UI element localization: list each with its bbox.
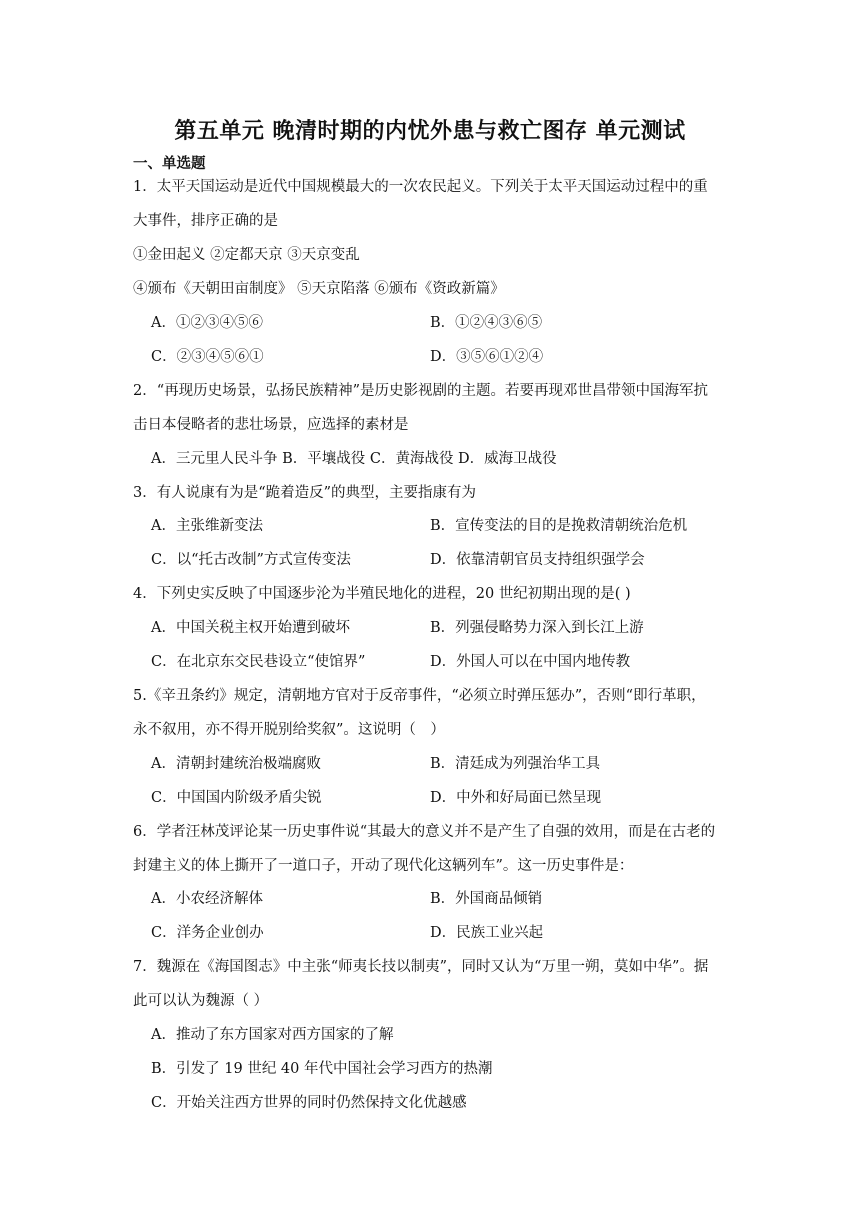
- q7-option-b: B．引发了 19 世纪 40 年代中国社会学习西方的热潮: [151, 1061, 493, 1077]
- q7-stem-line-2: 此可以认为魏源（ ）: [133, 993, 269, 1009]
- q1-option-b: B．①②④③⑥⑤: [430, 315, 543, 331]
- q5-stem-line-2: 永不叙用，亦不得开脱别给奖叙”。这说明（ ）: [133, 722, 445, 738]
- q2-options: A．三元里人民斗争 B．平壤战役 C．黄海战役 D．威海卫战役: [151, 451, 557, 467]
- q6-option-b: B．外国商品倾销: [430, 891, 543, 907]
- q3-option-c: C．以“托古改制”方式宣传变法: [151, 552, 351, 568]
- q3-option-d: D．依靠清朝官员支持组织强学会: [430, 552, 645, 568]
- q7-option-a: A．推动了东方国家对西方国家的了解: [151, 1027, 394, 1043]
- q4-option-b: B．列强侵略势力深入到长江上游: [430, 620, 644, 636]
- q5-option-c: C．中国国内阶级矛盾尖锐: [151, 790, 322, 806]
- q7-stem-line-1: 7．魏源在《海国图志》中主张“师夷长技以制夷”，同时又认为“万里一朔，莫如中华”。据: [133, 959, 709, 975]
- q3-option-b: B．宣传变法的目的是挽救清朝统治危机: [430, 518, 688, 534]
- q4-option-c: C．在北京东交民巷设立“使馆界”: [151, 654, 366, 670]
- q6-stem-line-2: 封建主义的体上撕开了一道口子，开动了现代化这辆列车”。这一历史事件是：: [133, 858, 634, 874]
- q4-option-a: A．中国关税主权开始遭到破坏: [151, 620, 350, 636]
- q4-option-d: D．外国人可以在中国内地传教: [430, 654, 631, 670]
- q5-stem-line-1: 5.《辛丑条约》规定，清朝地方官对于反帝事件，“必须立时弹压惩办”，否则“即行革职，: [133, 688, 706, 704]
- q1-stem-line-2: 大事件，排序正确的是: [133, 213, 278, 229]
- q6-option-c: C．洋务企业创办: [151, 925, 264, 941]
- section-heading: 一、单选题: [133, 156, 206, 172]
- q7-option-c: C．开始关注西方世界的同时仍然保持文化优越感: [151, 1095, 467, 1111]
- q5-option-b: B．清廷成为列强治华工具: [430, 756, 601, 772]
- q1-option-a: A．①②③④⑤⑥: [151, 315, 263, 331]
- q1-stem-line-3: ①金田起义 ②定都天京 ③天京变乱: [133, 247, 360, 263]
- q1-stem-line-4: ④颁布《天朝田亩制度》 ⑤天京陷落 ⑥颁布《资政新篇》: [133, 281, 505, 297]
- q6-stem-line-1: 6．学者汪林茂评论某一历史事件说“其最大的意义并不是产生了自强的效用，而是在古老的: [133, 824, 716, 840]
- q1-option-d: D．③⑤⑥①②④: [430, 349, 544, 365]
- q6-option-d: D．民族工业兴起: [430, 925, 544, 941]
- q3-option-a: A．主张维新变法: [151, 518, 263, 534]
- q3-stem-line-1: 3．有人说康有为是“跪着造反”的典型，主要指康有为: [133, 485, 477, 501]
- q5-option-d: D．中外和好局面已然呈现: [430, 790, 602, 806]
- q1-option-c: C．②③④⑤⑥①: [151, 349, 264, 365]
- q5-option-a: A．清朝封建统治极端腐败: [151, 756, 321, 772]
- q2-stem-line-1: 2．“再现历史场景，弘扬民族精神”是历史影视剧的主题。若要再现邓世昌带领中国海军抗: [133, 383, 709, 399]
- page-title: 第五单元 晚清时期的内忧外患与救亡图存 单元测试: [174, 119, 686, 144]
- q4-stem-line-1: 4．下列史实反映了中国逐步沦为半殖民地化的进程，20 世纪初期出现的是( ): [133, 586, 631, 602]
- q2-stem-line-2: 击日本侵略者的悲壮场景，应选择的素材是: [133, 417, 409, 433]
- q6-option-a: A．小农经济解体: [151, 891, 263, 907]
- q1-stem-line-1: 1．太平天国运动是近代中国规模最大的一次农民起义。下列关于太平天国运动过程中的重: [133, 179, 708, 195]
